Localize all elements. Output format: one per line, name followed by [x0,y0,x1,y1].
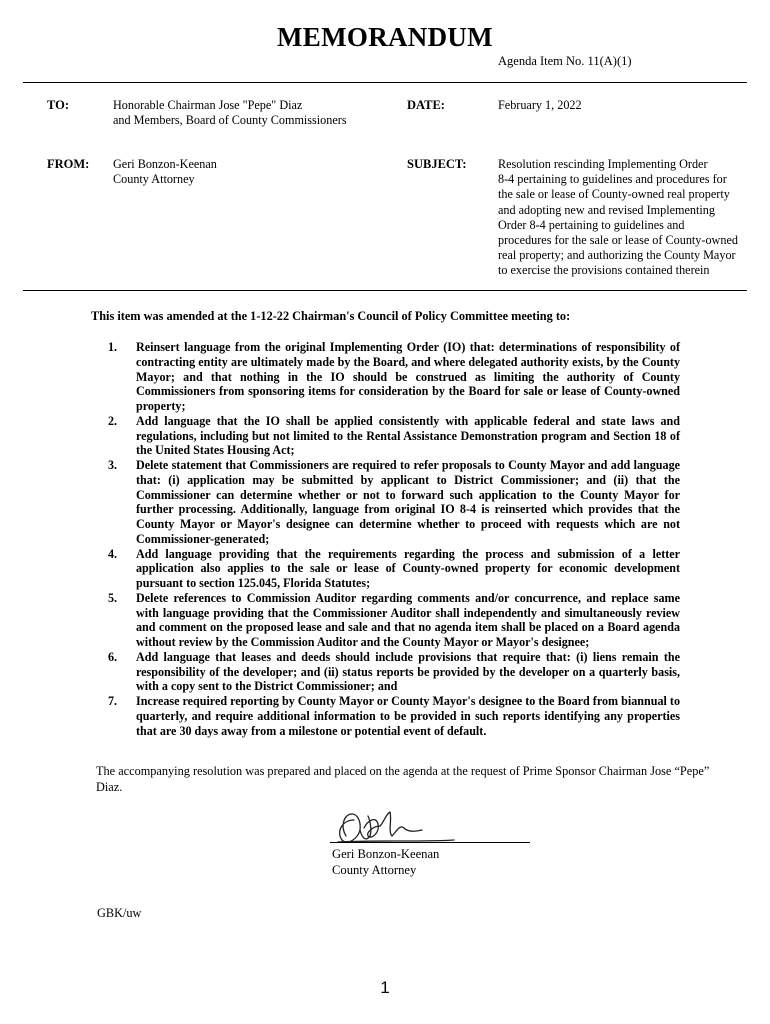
list-item [108,591,680,650]
date-label: DATE: [407,98,445,112]
header-top-rule [23,82,747,83]
item-text: Add language that leases and deeds should include provisions that require that: (i) liens remain the responsibility of the developer; and (ii) status reports be provided by the developer on a quarterly basis, with a copy sent to the District Commissioner; and [136,649,680,694]
from-label: FROM: [47,157,90,171]
subject-line: Order 8-4 pertaining to guidelines and [498,217,685,232]
from-line-1: Geri Bonzon-Keenan [113,157,217,171]
item-text: Delete references to Commission Auditor regarding comments and/or concurrence, and replace same with language providing that the Commissioner Auditor shall independently and simultaneously review and comment on the proposed lease and sale and that no agenda item shall be placed on a Board agenda without review by the Commission Auditor and the County Mayor or Mayor's designee; [136,590,680,649]
item-number: 6. [108,649,118,664]
amendment-intro: This item was amended at the 1-12-22 Chairman's Council of Policy Committee meeting to: [91,309,571,323]
list-item [108,650,680,694]
closing-paragraph: The accompanying resolution was prepared and placed on the agenda at the request of Prime Sponsor Chairman Jose “Pepe” Diaz. [96,764,710,794]
signer-title: County Attorney [332,862,417,877]
list-item [108,340,680,414]
amendment-list [108,340,680,738]
item-number: 5. [108,590,118,605]
from-sender [113,157,217,187]
header-bottom-rule [23,290,747,291]
item-number: 3. [108,458,118,472]
item-number: 4. [108,546,118,561]
date-value: February 1, 2022 [498,98,582,112]
subject-line: to exercise the provisions contained therein [498,263,710,278]
subject-line: procedures for the sale or lease of County-owned [498,233,738,248]
subject-line: Resolution rescinding Implementing Order [498,157,708,171]
subject-line: and adopting new and revised Implementing [498,202,715,217]
subject-line: the sale or lease of County-owned real property [498,187,730,202]
subject-line: 8-4 pertaining to guidelines and procedures for [498,172,727,187]
signer-name: Geri Bonzon-Keenan [332,847,440,861]
subject-line: real property; and authorizing the County Mayor [498,248,736,263]
item-number: 7. [108,694,118,708]
page-number: 1 [380,978,390,997]
handwritten-signature [334,806,534,850]
memo-title: MEMORANDUM [277,22,493,52]
to-line-2: and Members, Board of County Commissioners [113,113,347,128]
item-text: Delete statement that Commissioners are required to refer proposals to County Mayor and add language that: (i) application may be submitted by applicant to District Commissioner; and (ii) that the Commissioner can determine whether or not to forward such application to the County Mayor for further processing. Additionally, language from original IO 8-4 is reinserted which provides that the County Mayor or Mayor's designee can determine whether to proceed with requests which are not Commissioner-generated; [136,458,680,546]
item-number: 1. [108,340,118,354]
item-text: Add language providing that the requirements regarding the process and submission of a letter application also applies to the sale or lease of County-owned property for economic development pursuant to section 125.045, Florida Statutes; [136,546,680,590]
signature-block [332,847,439,878]
item-number: 2. [108,413,118,428]
to-label: TO: [47,98,69,112]
signature-line [330,842,530,843]
agenda-item-number: Agenda Item No. 11(A)(1) [498,54,632,68]
list-item [108,458,680,547]
from-line-2: County Attorney [113,172,195,187]
list-item [108,694,680,738]
list-item [108,547,680,591]
subject-text [498,157,758,279]
item-text: Increase required reporting by County Mayor or County Mayor's designee to the Board from biannual to quarterly, and require additional information to be provided in such reports identifying any properties that are 30 days away from a milestone or potential event of default. [136,694,680,738]
item-text: Add language that the IO shall be applied consistently with applicable federal and state laws and regulations, including but not limited to the Rental Assistance Demonstration program and Section 18 of the United States Housing Act; [136,413,680,458]
typist-initials: GBK/uw [97,906,142,920]
subject-label: SUBJECT: [407,157,467,171]
list-item [108,414,680,458]
item-text: Reinsert language from the original Implementing Order (IO) that: determinations of responsibility of contracting entity are ultimately made by the Board, and where delegated authority exists, by the County Mayor; and that nothing in the IO should be construed as limiting the authority of County Commissioners from sponsoring items for consideration by the Board for sale or lease of County-owned property; [136,340,680,413]
to-line-1: Honorable Chairman Jose "Pepe" Diaz [113,98,303,112]
to-recipient [113,98,347,128]
